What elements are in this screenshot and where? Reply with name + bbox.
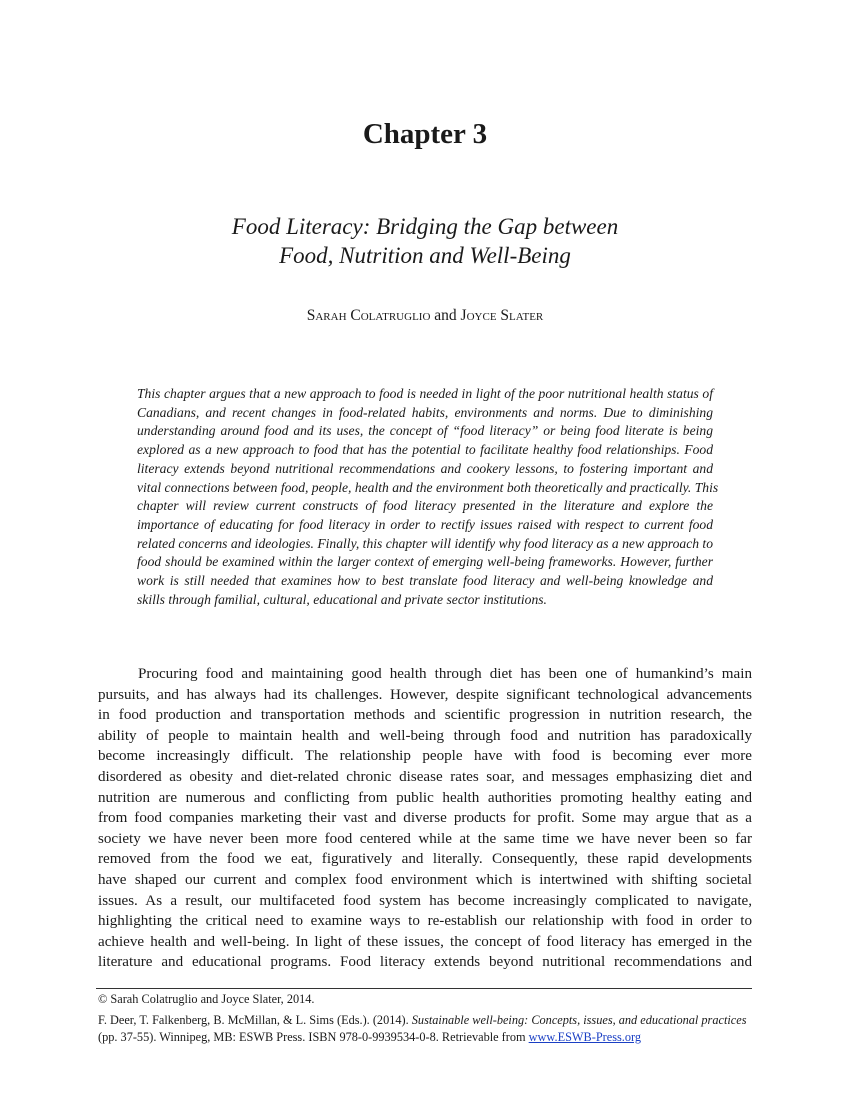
author-2-last-rest: later bbox=[509, 307, 544, 324]
body-line: achieve health and well-being. In light of these issues, the concept of food literacy has emerged in the bbox=[98, 933, 752, 950]
author-1-last-initial: C bbox=[350, 307, 361, 324]
abstract-line: work is still needed that examines how to best translate food literacy and well-being knowledge and bbox=[137, 573, 713, 589]
author-byline bbox=[0, 307, 850, 325]
author-2-first-rest: oyce bbox=[466, 307, 501, 324]
body-line: pursuits, and has always had its challenges. However, despite significant technological advancements bbox=[98, 686, 752, 703]
body-line: ability of people to maintain health and well-being through food and nutrition has paradoxically bbox=[98, 727, 752, 744]
abstract-line: understanding around food and its uses, the concept of “food literacy” or being food literate is being bbox=[137, 423, 713, 439]
citation-line bbox=[98, 1012, 754, 1029]
body-line: nutrition are numerous and conflicting from public health authorities promoting healthy eating and bbox=[98, 789, 752, 806]
footnote-divider bbox=[96, 988, 752, 989]
citation-prefix: F. Deer, T. Falkenberg, B. McMillan, & L. Sims (Eds.). (2014). bbox=[98, 1013, 412, 1027]
body-line: literature and educational programs. Food literacy extends beyond nutritional recommendations and bbox=[98, 954, 752, 971]
body-line: issues. As a result, our multifaceted food system has become increasingly complicated to navigate, bbox=[98, 892, 752, 909]
body-paragraph bbox=[98, 664, 752, 973]
author-1-first-rest: arah bbox=[315, 307, 351, 324]
abstract-line: food should be examined within the larger context of emerging well-being frameworks. However, further bbox=[137, 554, 713, 570]
copyright-notice: © Sarah Colatruglio and Joyce Slater, 2014. bbox=[98, 992, 315, 1006]
body-line: removed from the food we eat, figuratively and literally. Consequently, these rapid developments bbox=[98, 851, 752, 868]
chapter-title bbox=[0, 212, 850, 270]
footnote bbox=[98, 991, 754, 1046]
publisher-link[interactable]: www.ESWB-Press.org bbox=[528, 1030, 642, 1044]
body-line: have shaped our current and complex food environment which is intertwined with shifting societal bbox=[98, 871, 752, 888]
author-2-last-initial: S bbox=[500, 307, 510, 324]
body-line: disordered as obesity and diet-related chronic disease rates soar, and messages emphasizing diet and bbox=[98, 768, 752, 785]
chapter-title-line: Food, Nutrition and Well-Being bbox=[279, 243, 571, 268]
abstract-line: chapter will review current constructs of food literacy presented in the literature and explore the bbox=[137, 498, 713, 514]
author-2-first-initial: J bbox=[460, 307, 467, 324]
abstract bbox=[137, 385, 719, 609]
citation-line bbox=[98, 1029, 754, 1046]
body-line: become increasingly difficult. The relationship people have with food is becoming ever more bbox=[98, 748, 752, 765]
author-1-last-rest: olatruglio bbox=[360, 307, 431, 324]
author-1-first-initial: S bbox=[306, 307, 316, 324]
citation-details: (pp. 37-55). Winnipeg, MB: ESWB Press. ISBN 978-0-9939534-0-8. Retrievable from bbox=[98, 1030, 529, 1044]
body-line: highlighting the critical need to examine ways to re-establish our relationship with food in order to bbox=[98, 913, 752, 930]
body-line: in food production and transportation methods and scientific progression in nutrition research, the bbox=[98, 707, 752, 724]
body-line: society we have never been more food centered while at the same time we have never been so far bbox=[98, 830, 752, 847]
body-line: from food companies marketing their vast and diverse products for profit. Some may argue that as a bbox=[98, 810, 752, 827]
abstract-line: related concerns and ideologies. Finally, this chapter will identify why food literacy as a new approach to bbox=[137, 535, 713, 551]
chapter-title-line: Food Literacy: Bridging the Gap between bbox=[231, 214, 619, 239]
abstract-line: This chapter argues that a new approach to food is needed in light of the poor nutritional health status of bbox=[137, 386, 713, 401]
abstract-line: vital connections between food, people, health and the environment both theoretically and practically. This bbox=[137, 479, 719, 495]
abstract-line: explored as a new approach to food that has the potential to facilitate healthy food relationships. Food bbox=[137, 442, 713, 458]
abstract-line: Canadians, and recent changes in food-related habits, environments and norms. Due to diminishing bbox=[137, 404, 713, 420]
abstract-line: importance of educating for food literacy in order to rectify issues raised with respect to current food bbox=[137, 516, 713, 532]
abstract-line: skills through familial, cultural, educational and private sector institutions. bbox=[137, 591, 547, 607]
citation-book-title: Sustainable well-being: Concepts, issues, and educational practices bbox=[411, 1013, 747, 1027]
abstract-line: literacy extends beyond nutritional recommendations and cookery lessons, to fostering important and bbox=[137, 460, 713, 476]
author-connector: and bbox=[430, 307, 461, 324]
chapter-heading: Chapter 3 bbox=[362, 118, 488, 150]
body-line: Procuring food and maintaining good health through diet has been one of humankind’s main bbox=[138, 666, 752, 682]
